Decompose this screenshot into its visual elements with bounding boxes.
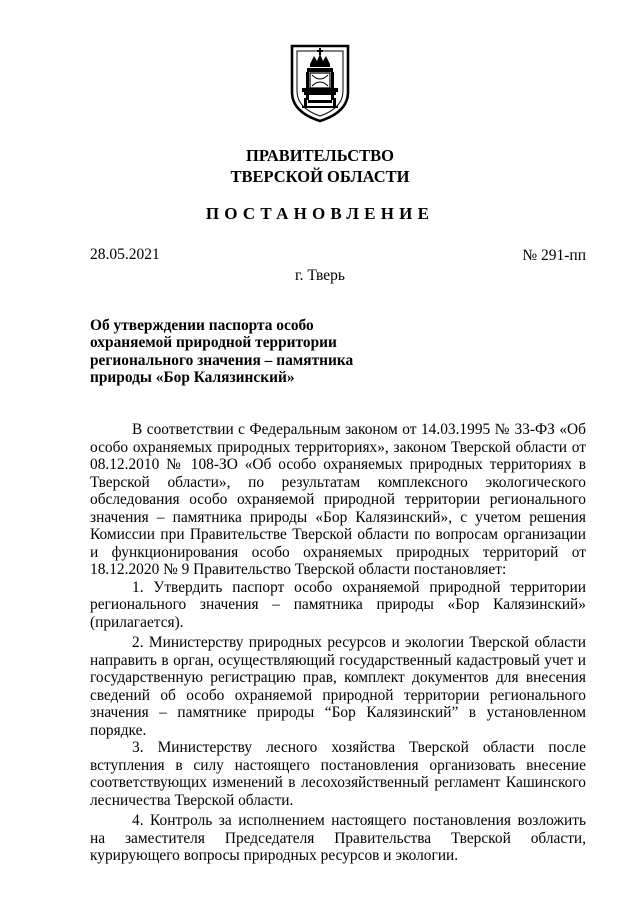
- coat-of-arms-emblem: [288, 42, 352, 124]
- item-4-paragraph: 4. Контроль за исполнением настоящего постановления возложить на заместителя Председателя Правительства Тверской области, курирующего вопросы природных ресурсов и экологии.: [90, 812, 586, 864]
- document-body: [90, 421, 586, 865]
- document-city: г. Тверь: [295, 267, 345, 284]
- government-name-line1: ПРАВИТЕЛЬСТВО: [246, 146, 394, 165]
- item-3-paragraph: 3. Министерству лесного хозяйства Тверской области после вступления в силу настоящего постановления организовать внесение соответствующих изменений в лесохозяйственный регламент Кашинского лесничества Тверской области.: [90, 739, 586, 809]
- document-number: № 291-пп: [522, 247, 586, 264]
- item-2-paragraph: 2. Министерству природных ресурсов и экологии Тверской области направить в орган, осуществляющий государственный кадастровый учет и государственную регистрацию прав, комплект документов для внесения сведений об особо охраняемой природной территории регионального значения – памятнике природы “Бор Калязинский” в установленном порядке.: [90, 634, 586, 739]
- document-date: 28.05.2021: [90, 246, 160, 263]
- item-1-paragraph: 1. Утвердить паспорт особо охраняемой природной территории регионального значения – памятника природы «Бор Калязинский» (прилагается).: [90, 578, 586, 631]
- government-name-line2: ТВЕРСКОЙ ОБЛАСТИ: [230, 167, 410, 186]
- preamble-paragraph: В соответствии с Федеральным законом от 14.03.1995 № 33-ФЗ «Об особо охраняемых природных территориях», законом Тверской области от 08.12.2010 № 108-ЗО «Об особо охраняемых природных территориях в Тверской области», по результатам комплексного экологического обследования особо охраняемой природной территории регионального значения – памятника природы «Бор Калязинский», с учетом решения Комиссии при Правительстве Тверской области по вопросам организации и функционирования особо охраняемых природных территорий от 18.12.2020 № 9 Правительство Тверской области постановляет:: [90, 421, 586, 578]
- document-subject: Об утверждении паспорта особо охраняемой природной территории регионального значения – памятника природы «Бор Калязинский»: [90, 317, 354, 387]
- document-type-title: ПОСТАНОВЛЕНИЕ: [205, 204, 435, 223]
